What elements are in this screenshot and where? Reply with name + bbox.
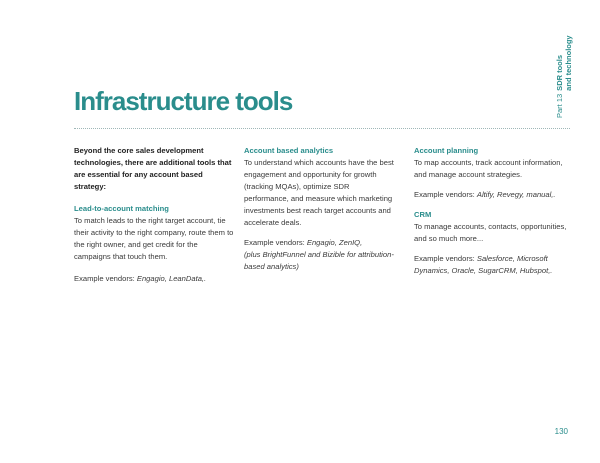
crm-vendors: Example vendors: Salesforce, Microsoft Dynamics, Oracle, SugarCRM, Hubspot,. xyxy=(414,254,553,275)
section-part-label: Part 13 xyxy=(555,93,564,118)
analytics-body: To understand which accounts have the best engagement and opportunity for growth (tracking MQAs), optimize SDR performance, and measure which marketing investments best reach target accounts and accelerate deals. xyxy=(244,158,394,227)
analytics-heading: Account based analytics xyxy=(244,146,334,155)
account-planning-vendors: Example vendors: Altify, Revegy, manual,. xyxy=(414,190,556,199)
section-tab xyxy=(533,35,573,118)
analytics-vendors-note: (plus BrightFunnel and Bizible for attribution-based analytics) xyxy=(244,250,394,271)
column-planning-crm xyxy=(414,145,574,277)
lead-to-account-heading: Lead-to-account matching xyxy=(74,204,169,213)
page-number: 130 xyxy=(554,427,568,436)
account-planning-body: To map accounts, track account information, and manage account strategies. xyxy=(414,158,563,179)
column-lead-matching xyxy=(74,145,234,285)
dotted-divider xyxy=(74,128,570,129)
crm-heading: CRM xyxy=(414,210,432,219)
lead-to-account-body: To match leads to the right target account, tie their activity to the right company, route them to the right owner, and get credit for the campaigns that touch them. xyxy=(74,216,234,261)
analytics-vendors: Example vendors: Engagio, ZenIQ, xyxy=(244,238,363,247)
lead-to-account-vendors: Example vendors: Engagio, LeanData,. xyxy=(74,274,207,283)
account-planning-heading: Account planning xyxy=(414,146,479,155)
section-name-line2: and technology xyxy=(564,35,573,91)
page-title: Infrastructure tools xyxy=(74,86,293,116)
column-analytics xyxy=(244,145,394,273)
crm-body: To manage accounts, contacts, opportunities, and so much more... xyxy=(414,222,567,243)
intro-text: Beyond the core sales development technologies, there are additional tools that are essential for any account based strategy: xyxy=(74,146,232,191)
section-name-line1: SDR tools xyxy=(555,54,564,91)
